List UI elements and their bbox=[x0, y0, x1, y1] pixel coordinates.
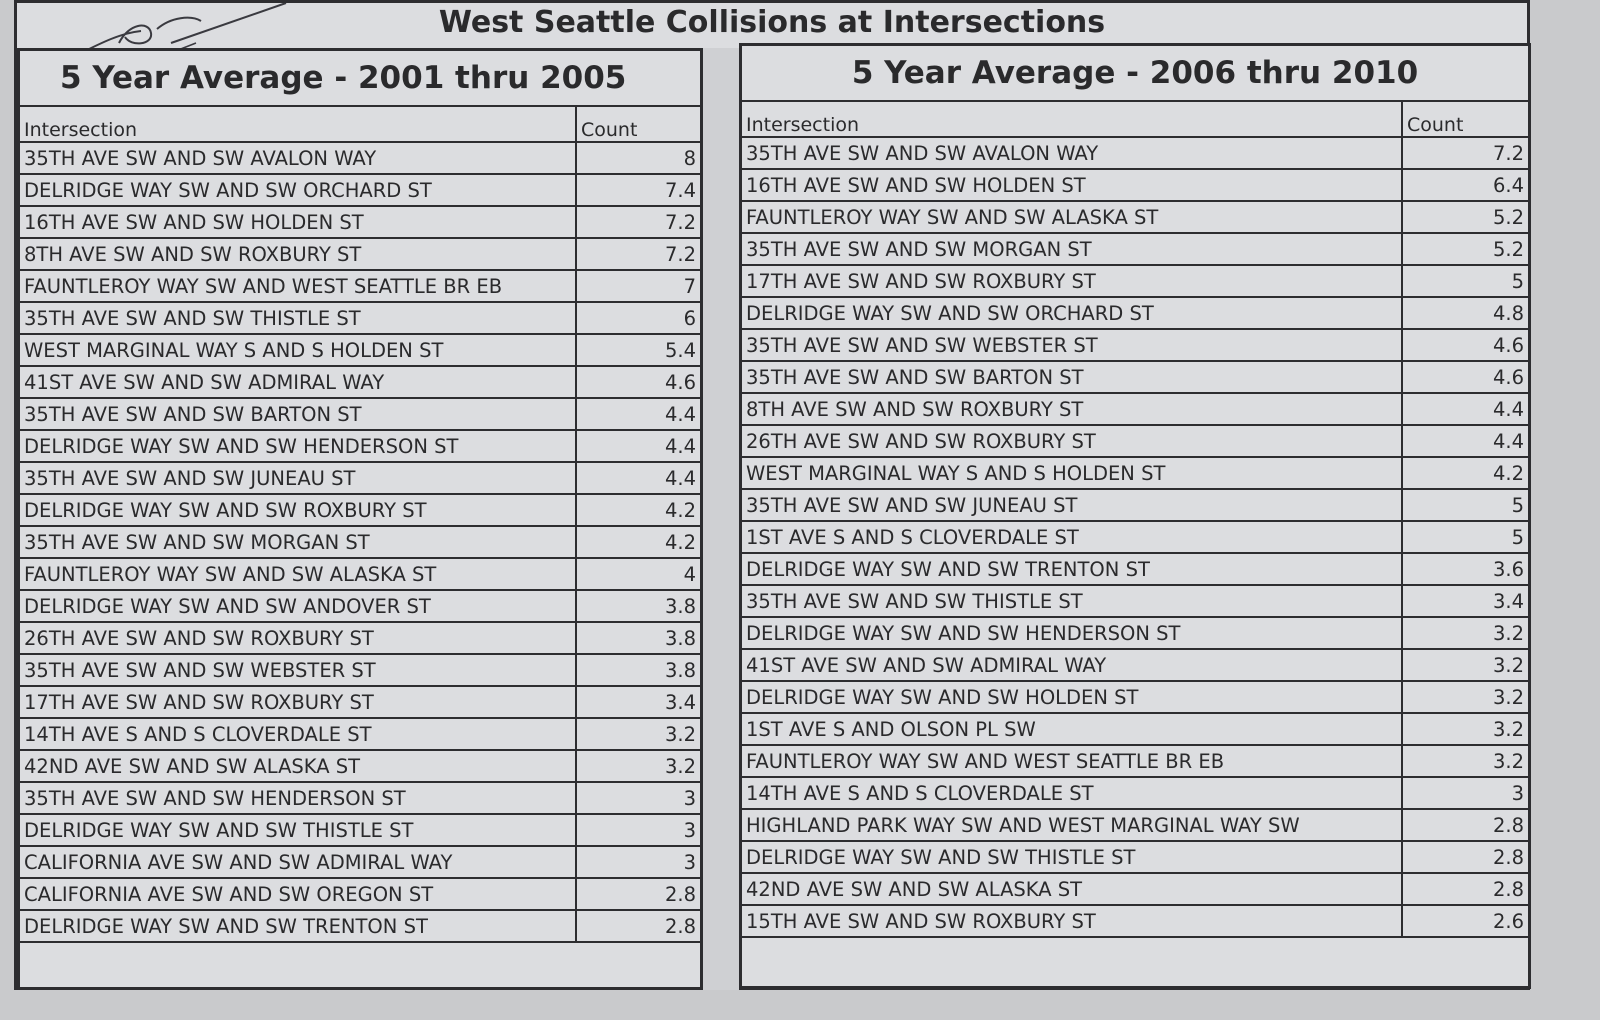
count-cell: 4.6 bbox=[1402, 329, 1528, 361]
table-2006-2010 bbox=[739, 43, 1531, 989]
count-cell: 3.4 bbox=[1402, 585, 1528, 617]
table-row bbox=[20, 878, 700, 910]
table-row bbox=[742, 553, 1528, 585]
intersection-cell: 16TH AVE SW AND SW HOLDEN ST bbox=[742, 169, 1402, 201]
table-row bbox=[742, 425, 1528, 457]
panel-divider bbox=[703, 48, 739, 990]
table-row bbox=[20, 846, 700, 878]
intersection-cell: 1ST AVE S AND OLSON PL SW bbox=[742, 713, 1402, 745]
intersection-cell: 42ND AVE SW AND SW ALASKA ST bbox=[20, 750, 576, 782]
table-row bbox=[20, 366, 700, 398]
table-body bbox=[742, 137, 1528, 937]
table-row bbox=[742, 233, 1528, 265]
intersection-cell: FAUNTLEROY WAY SW AND SW ALASKA ST bbox=[742, 201, 1402, 233]
page-title: West Seattle Collisions at Intersections bbox=[438, 5, 1106, 40]
table-row bbox=[20, 494, 700, 526]
intersection-cell: 35TH AVE SW AND SW AVALON WAY bbox=[20, 142, 576, 174]
count-cell: 4.8 bbox=[1402, 297, 1528, 329]
intersection-cell: CALIFORNIA AVE SW AND SW ADMIRAL WAY bbox=[20, 846, 576, 878]
table-row bbox=[20, 270, 700, 302]
intersection-cell: 35TH AVE SW AND SW THISTLE ST bbox=[742, 585, 1402, 617]
count-cell: 3.2 bbox=[1402, 649, 1528, 681]
count-cell: 7.2 bbox=[576, 206, 700, 238]
count-cell: 4.2 bbox=[1402, 457, 1528, 489]
count-cell: 4.4 bbox=[1402, 425, 1528, 457]
intersection-cell: 14TH AVE S AND S CLOVERDALE ST bbox=[20, 718, 576, 750]
table-row bbox=[20, 590, 700, 622]
count-cell: 3.2 bbox=[1402, 681, 1528, 713]
count-cell: 3.2 bbox=[1402, 617, 1528, 649]
intersection-cell: 35TH AVE SW AND SW BARTON ST bbox=[742, 361, 1402, 393]
count-cell: 3.2 bbox=[1402, 745, 1528, 777]
count-cell: 7.4 bbox=[576, 174, 700, 206]
count-cell: 7.2 bbox=[576, 238, 700, 270]
table-row bbox=[20, 526, 700, 558]
count-cell: 7.2 bbox=[1402, 137, 1528, 169]
intersection-cell: DELRIDGE WAY SW AND SW HENDERSON ST bbox=[742, 617, 1402, 649]
table-row bbox=[20, 750, 700, 782]
count-cell: 7 bbox=[576, 270, 700, 302]
count-cell: 5.2 bbox=[1402, 201, 1528, 233]
count-cell: 3.8 bbox=[576, 654, 700, 686]
intersection-cell: DELRIDGE WAY SW AND SW HOLDEN ST bbox=[742, 681, 1402, 713]
count-cell: 2.8 bbox=[576, 878, 700, 910]
table-row bbox=[742, 169, 1528, 201]
intersection-cell: 26TH AVE SW AND SW ROXBURY ST bbox=[742, 425, 1402, 457]
intersection-cell: HIGHLAND PARK WAY SW AND WEST MARGINAL WAY SW bbox=[742, 809, 1402, 841]
collision-table bbox=[742, 100, 1528, 938]
count-cell: 5.4 bbox=[576, 334, 700, 366]
table-row bbox=[20, 174, 700, 206]
count-cell: 5 bbox=[1402, 521, 1528, 553]
count-column-header: Count bbox=[576, 106, 700, 142]
count-cell: 4 bbox=[576, 558, 700, 590]
table-row bbox=[20, 142, 700, 174]
table-row bbox=[20, 238, 700, 270]
table-body bbox=[20, 142, 700, 942]
table-row bbox=[20, 718, 700, 750]
table-row bbox=[742, 809, 1528, 841]
count-cell: 4.4 bbox=[576, 430, 700, 462]
intersection-cell: DELRIDGE WAY SW AND SW ANDOVER ST bbox=[20, 590, 576, 622]
table-row bbox=[742, 585, 1528, 617]
table-row bbox=[20, 910, 700, 942]
intersection-cell: 35TH AVE SW AND SW MORGAN ST bbox=[742, 233, 1402, 265]
intersection-cell: FAUNTLEROY WAY SW AND WEST SEATTLE BR EB bbox=[20, 270, 576, 302]
table-row bbox=[20, 782, 700, 814]
count-cell: 4.6 bbox=[1402, 361, 1528, 393]
intersection-cell: DELRIDGE WAY SW AND SW THISTLE ST bbox=[742, 841, 1402, 873]
intersection-cell: 17TH AVE SW AND SW ROXBURY ST bbox=[742, 265, 1402, 297]
intersection-cell: WEST MARGINAL WAY S AND S HOLDEN ST bbox=[20, 334, 576, 366]
table-row bbox=[742, 681, 1528, 713]
intersection-cell: DELRIDGE WAY SW AND SW ROXBURY ST bbox=[20, 494, 576, 526]
count-cell: 6 bbox=[576, 302, 700, 334]
collision-table bbox=[20, 105, 700, 943]
count-cell: 5 bbox=[1402, 489, 1528, 521]
count-cell: 2.6 bbox=[1402, 905, 1528, 937]
table-row bbox=[20, 462, 700, 494]
intersection-cell: 35TH AVE SW AND SW MORGAN ST bbox=[20, 526, 576, 558]
count-cell: 4.2 bbox=[576, 494, 700, 526]
panel-heading: 5 Year Average - 2006 thru 2010 bbox=[851, 55, 1419, 91]
intersection-cell: 26TH AVE SW AND SW ROXBURY ST bbox=[20, 622, 576, 654]
intersection-cell: 41ST AVE SW AND SW ADMIRAL WAY bbox=[742, 649, 1402, 681]
intersection-cell: DELRIDGE WAY SW AND SW TRENTON ST bbox=[20, 910, 576, 942]
count-cell: 5 bbox=[1402, 265, 1528, 297]
intersection-cell: DELRIDGE WAY SW AND SW ORCHARD ST bbox=[20, 174, 576, 206]
intersection-cell: 35TH AVE SW AND SW AVALON WAY bbox=[742, 137, 1402, 169]
intersection-cell: WEST MARGINAL WAY S AND S HOLDEN ST bbox=[742, 457, 1402, 489]
count-cell: 3.8 bbox=[576, 622, 700, 654]
document-sheet bbox=[14, 0, 1530, 990]
table-row bbox=[742, 329, 1528, 361]
count-cell: 6.4 bbox=[1402, 169, 1528, 201]
intersection-cell: 14TH AVE S AND S CLOVERDALE ST bbox=[742, 777, 1402, 809]
count-cell: 8 bbox=[576, 142, 700, 174]
table-row bbox=[742, 201, 1528, 233]
table-row bbox=[20, 430, 700, 462]
table-header-row bbox=[20, 106, 700, 142]
intersection-cell: FAUNTLEROY WAY SW AND SW ALASKA ST bbox=[20, 558, 576, 590]
count-cell: 3.8 bbox=[576, 590, 700, 622]
table-row bbox=[742, 393, 1528, 425]
count-cell: 3.2 bbox=[576, 750, 700, 782]
table-row bbox=[742, 905, 1528, 937]
count-cell: 5.2 bbox=[1402, 233, 1528, 265]
intersection-cell: 35TH AVE SW AND SW BARTON ST bbox=[20, 398, 576, 430]
table-row bbox=[20, 334, 700, 366]
intersection-cell: DELRIDGE WAY SW AND SW THISTLE ST bbox=[20, 814, 576, 846]
intersection-cell: 17TH AVE SW AND SW ROXBURY ST bbox=[20, 686, 576, 718]
intersection-cell: FAUNTLEROY WAY SW AND WEST SEATTLE BR EB bbox=[742, 745, 1402, 777]
table-row bbox=[20, 558, 700, 590]
table-row bbox=[20, 654, 700, 686]
intersection-cell: DELRIDGE WAY SW AND SW HENDERSON ST bbox=[20, 430, 576, 462]
table-row bbox=[742, 457, 1528, 489]
table-row bbox=[742, 297, 1528, 329]
count-cell: 2.8 bbox=[576, 910, 700, 942]
table-row bbox=[742, 265, 1528, 297]
table-row bbox=[742, 777, 1528, 809]
table-row bbox=[742, 617, 1528, 649]
count-cell: 3 bbox=[1402, 777, 1528, 809]
intersection-cell: 16TH AVE SW AND SW HOLDEN ST bbox=[20, 206, 576, 238]
intersection-cell: 8TH AVE SW AND SW ROXBURY ST bbox=[742, 393, 1402, 425]
intersection-column-header: Intersection bbox=[742, 101, 1402, 137]
intersection-cell: 35TH AVE SW AND SW JUNEAU ST bbox=[20, 462, 576, 494]
panel-heading: 5 Year Average - 2001 thru 2005 bbox=[60, 60, 627, 96]
count-cell: 3 bbox=[576, 814, 700, 846]
intersection-cell: DELRIDGE WAY SW AND SW ORCHARD ST bbox=[742, 297, 1402, 329]
table-row bbox=[20, 206, 700, 238]
table-2001-2005 bbox=[17, 48, 703, 990]
table-row bbox=[20, 686, 700, 718]
count-cell: 2.8 bbox=[1402, 841, 1528, 873]
table-row bbox=[742, 841, 1528, 873]
count-cell: 4.4 bbox=[576, 462, 700, 494]
table-row bbox=[742, 745, 1528, 777]
count-cell: 4.4 bbox=[576, 398, 700, 430]
intersection-cell: DELRIDGE WAY SW AND SW TRENTON ST bbox=[742, 553, 1402, 585]
table-row bbox=[742, 489, 1528, 521]
intersection-cell: 1ST AVE S AND S CLOVERDALE ST bbox=[742, 521, 1402, 553]
intersection-cell: 35TH AVE SW AND SW WEBSTER ST bbox=[20, 654, 576, 686]
table-row bbox=[20, 302, 700, 334]
intersection-cell: 15TH AVE SW AND SW ROXBURY ST bbox=[742, 905, 1402, 937]
count-cell: 3.2 bbox=[1402, 713, 1528, 745]
intersection-cell: 42ND AVE SW AND SW ALASKA ST bbox=[742, 873, 1402, 905]
table-row bbox=[20, 398, 700, 430]
intersection-cell: 35TH AVE SW AND SW WEBSTER ST bbox=[742, 329, 1402, 361]
count-cell: 3.2 bbox=[576, 718, 700, 750]
intersection-cell: 35TH AVE SW AND SW HENDERSON ST bbox=[20, 782, 576, 814]
count-cell: 2.8 bbox=[1402, 873, 1528, 905]
count-cell: 3 bbox=[576, 846, 700, 878]
table-row bbox=[742, 521, 1528, 553]
table-row bbox=[742, 137, 1528, 169]
count-column-header: Count bbox=[1402, 101, 1528, 137]
table-row bbox=[20, 814, 700, 846]
intersection-cell: 41ST AVE SW AND SW ADMIRAL WAY bbox=[20, 366, 576, 398]
table-row bbox=[742, 649, 1528, 681]
intersection-cell: 8TH AVE SW AND SW ROXBURY ST bbox=[20, 238, 576, 270]
intersection-cell: 35TH AVE SW AND SW JUNEAU ST bbox=[742, 489, 1402, 521]
count-cell: 4.4 bbox=[1402, 393, 1528, 425]
count-cell: 4.2 bbox=[576, 526, 700, 558]
intersection-column-header: Intersection bbox=[20, 106, 576, 142]
table-row bbox=[20, 622, 700, 654]
count-cell: 4.6 bbox=[576, 366, 700, 398]
intersection-cell: 35TH AVE SW AND SW THISTLE ST bbox=[20, 302, 576, 334]
table-row bbox=[742, 873, 1528, 905]
intersection-cell: CALIFORNIA AVE SW AND SW OREGON ST bbox=[20, 878, 576, 910]
count-cell: 3 bbox=[576, 782, 700, 814]
count-cell: 3.4 bbox=[576, 686, 700, 718]
count-cell: 3.6 bbox=[1402, 553, 1528, 585]
table-row bbox=[742, 361, 1528, 393]
table-header-row bbox=[742, 101, 1528, 137]
count-cell: 2.8 bbox=[1402, 809, 1528, 841]
table-row bbox=[742, 713, 1528, 745]
